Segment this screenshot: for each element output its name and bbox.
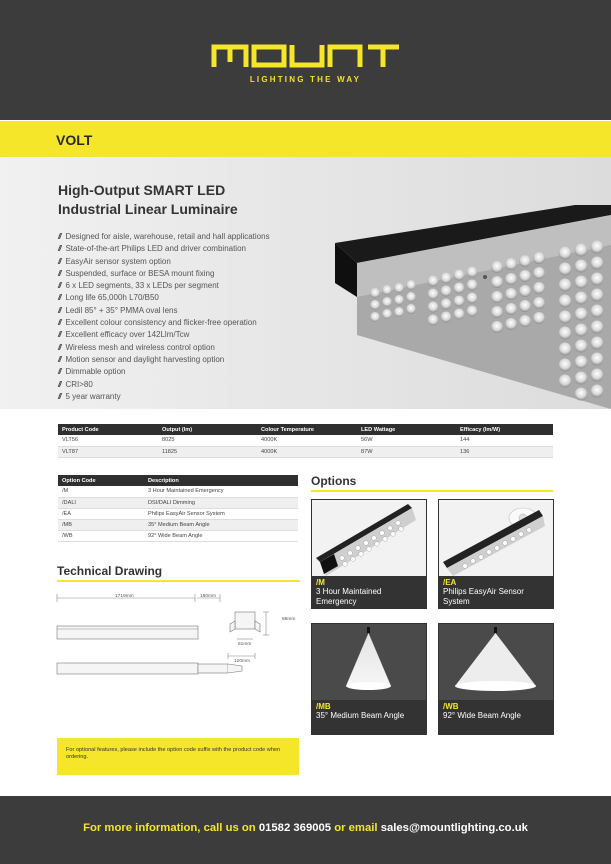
table-cell: 11825: [158, 446, 257, 457]
feature-text: Motion sensor and daylight harvesting option: [65, 354, 225, 364]
col-header: LED Wattage: [357, 424, 456, 435]
bullet-marker: //: [58, 305, 61, 315]
feature-item: [58, 342, 270, 354]
dim-width: 61mm: [238, 642, 252, 647]
bullet-marker: //: [58, 318, 61, 328]
option-card-code: /EA: [443, 578, 457, 587]
feature-item: [58, 317, 270, 329]
table-cell: 3 Hour Maintained Emergency: [144, 486, 298, 497]
phone-number[interactable]: 01582 369005: [258, 822, 332, 834]
table-row: [58, 519, 298, 530]
table-cell: 4000K: [257, 446, 357, 457]
bullet-marker: //: [58, 232, 61, 241]
technical-drawing: [50, 590, 310, 690]
table-cell: VLT87: [58, 446, 158, 457]
bullet-marker: //: [58, 330, 61, 340]
feature-text: State-of-the-art Philips LED and driver combination: [65, 244, 246, 254]
option-card-code: /MB: [316, 702, 331, 711]
section-underline: [57, 580, 300, 582]
bullet-marker: //: [58, 391, 61, 401]
option-card-code: /WB: [443, 702, 459, 711]
feature-item: [58, 391, 270, 403]
table-cell: /WB: [58, 530, 144, 541]
feature-text: Dimmable option: [65, 367, 126, 377]
col-header: Output (lm): [158, 424, 257, 435]
feature-list: [58, 231, 270, 403]
feature-item: [58, 379, 270, 391]
feature-text: EasyAir sensor system option: [65, 256, 171, 266]
option-card-desc: Philips EasyAir Sensor System: [443, 587, 524, 606]
option-card-desc: 92° Wide Beam Angle: [443, 711, 521, 720]
luminaire-product-image: [335, 205, 611, 409]
feature-item: [58, 268, 270, 280]
feature-item: [58, 366, 270, 378]
table-cell: 144: [456, 435, 553, 446]
feature-text: Excellent efficacy over 142Llm/Tcw: [65, 330, 190, 340]
option-code-table: [58, 475, 298, 542]
option-card-wb: [438, 623, 554, 735]
table-row: [58, 530, 298, 541]
feature-item: [58, 243, 270, 255]
emergency-luminaire-image: [312, 500, 426, 576]
mount-logo: [0, 42, 611, 68]
table-cell: 35° Medium Beam Angle: [144, 519, 298, 530]
table-cell: 92° Wide Beam Angle: [144, 530, 298, 541]
col-header: Colour Temperature: [257, 424, 357, 435]
feature-item: [58, 354, 270, 366]
table-cell: VLT56: [58, 435, 158, 446]
header: [0, 0, 611, 120]
table-row: [58, 446, 553, 457]
medium-beam-icon: [312, 624, 426, 700]
product-name: VOLT: [56, 132, 93, 148]
feature-text: 5 year warranty: [65, 391, 121, 401]
easyair-sensor-image: [439, 500, 553, 576]
table-cell: 8025: [158, 435, 257, 446]
table-cell: 4000K: [257, 435, 357, 446]
hero-title: [58, 181, 238, 219]
wide-beam-icon: [439, 624, 553, 700]
product-table: [58, 424, 553, 458]
option-card-desc: 3 Hour Maintained Emergency: [316, 587, 382, 606]
table-cell: 56W: [357, 435, 456, 446]
tagline: LIGHTING THE WAY: [249, 75, 362, 84]
col-header: Option Code: [58, 475, 144, 486]
dim-bracket: 120mm: [234, 659, 250, 664]
feature-text: 6 x LED segments, 33 x LEDs per segment: [65, 281, 219, 291]
technical-drawing-title: Technical Drawing: [57, 564, 163, 578]
hero-title-line2: Industrial Linear Luminaire: [58, 201, 238, 217]
feature-item: [58, 280, 270, 292]
bullet-marker: //: [58, 256, 61, 266]
option-card-code: /M: [316, 578, 325, 587]
feature-text: Designed for aisle, warehouse, retail and hall applications: [65, 232, 270, 241]
bullet-marker: //: [58, 244, 61, 254]
bullet-marker: //: [58, 268, 61, 278]
options-title: Options: [311, 474, 357, 488]
email-link[interactable]: sales@mountlighting.co.uk: [380, 822, 528, 834]
bullet-marker: //: [58, 342, 61, 352]
table-header-row: [58, 424, 553, 435]
contact-middle: or email: [334, 822, 378, 834]
bullet-marker: //: [58, 281, 61, 291]
feature-text: CRI>80: [65, 379, 93, 389]
feature-text: Ledil 85° + 35° PMMA oval lens: [65, 305, 178, 315]
feature-text: Excellent colour consistency and flicker-free operation: [65, 318, 257, 328]
title-bar: [0, 121, 611, 157]
option-card-ea: [438, 499, 554, 609]
section-underline: [311, 490, 553, 492]
col-header: Efficacy (lm/W): [456, 424, 553, 435]
table-row: [58, 497, 298, 508]
table-cell: DSI/DALI Dimming: [144, 497, 298, 508]
contact-line: [0, 822, 611, 834]
table-cell: 136: [456, 446, 553, 457]
table-cell: /EA: [58, 508, 144, 519]
table-cell: 87W: [357, 446, 456, 457]
dim-end: 180mm: [200, 594, 216, 599]
table-row: [58, 486, 298, 497]
feature-text: Long life 65,000h L70/B50: [65, 293, 159, 303]
feature-item: [58, 305, 270, 317]
option-card-mb: [311, 623, 427, 735]
bullet-marker: //: [58, 379, 61, 389]
table-header-row: [58, 475, 298, 486]
dim-height: 68mm: [282, 617, 296, 622]
table-cell: /DALI: [58, 497, 144, 508]
mount-logo-icon: [211, 42, 401, 68]
option-card-desc: 35° Medium Beam Angle: [316, 711, 405, 720]
feature-text: Wireless mesh and wireless control option: [65, 342, 215, 352]
bullet-marker: //: [58, 354, 61, 364]
feature-item: [58, 231, 270, 243]
feature-text: Suspended, surface or BESA mount fixing: [65, 268, 215, 278]
col-header: Description: [144, 475, 298, 486]
bullet-marker: //: [58, 293, 61, 303]
option-card-m: [311, 499, 427, 609]
table-cell: /M: [58, 486, 144, 497]
dim-length: 1719mm: [115, 594, 134, 599]
bullet-marker: //: [58, 367, 61, 377]
feature-item: [58, 292, 270, 304]
ordering-note: For optional features, please include the option code suffix with the product code when ordering.: [57, 738, 299, 775]
footer: [0, 796, 611, 864]
col-header: Product Code: [58, 424, 158, 435]
table-cell: Philips EasyAir Sensor System: [144, 508, 298, 519]
feature-item: [58, 329, 270, 341]
contact-prefix: For more information, call us on: [83, 822, 256, 834]
table-cell: /MB: [58, 519, 144, 530]
feature-item: [58, 256, 270, 268]
hero-title-line1: High-Output SMART LED: [58, 182, 226, 198]
table-row: [58, 435, 553, 446]
table-row: [58, 508, 298, 519]
